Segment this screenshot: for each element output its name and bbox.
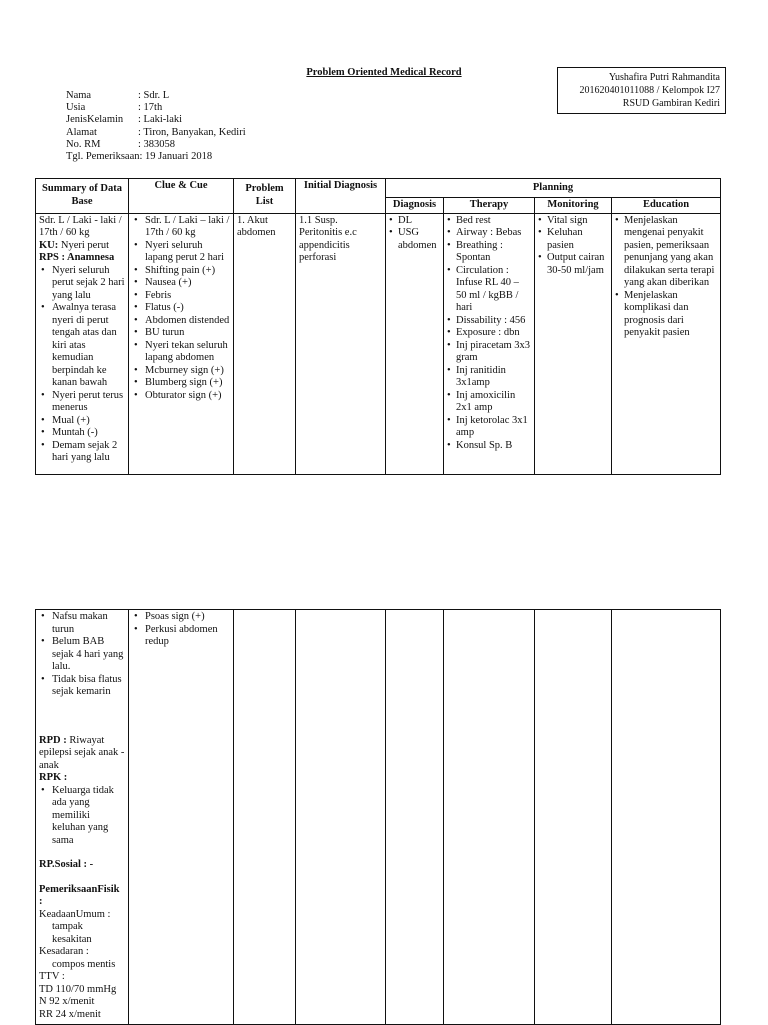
pf-line: tampak kesakitan — [52, 921, 92, 945]
pomr-table-page2 — [35, 609, 721, 1025]
rpd-label: RPD : — [39, 734, 67, 746]
pf-line: TTV : — [39, 971, 65, 982]
list-item: • Inj piracetam 3x3 gram — [447, 340, 531, 365]
summary-list — [39, 611, 125, 699]
list-item: • USG abdomen — [389, 227, 440, 252]
monitoring-cell — [535, 610, 612, 1025]
list-item: • Nyeri seluruh lapang perut 2 hari — [132, 240, 230, 265]
list-item: • Inj ranitidin 3x1amp — [447, 365, 531, 390]
header-diagnosis: Diagnosis — [386, 198, 444, 214]
list-item: • Inj amoxicilin 2x1 amp — [447, 390, 531, 415]
pf-line: Kesadaran : — [39, 946, 89, 957]
patient-label: No. RM — [66, 138, 101, 150]
list-item: • Flatus (-) — [132, 302, 230, 315]
problem-item: 1. Akut abdomen — [237, 214, 276, 238]
list-item: • Mcburney sign (+) — [132, 365, 230, 378]
clue-cell — [129, 610, 234, 1025]
initial-diagnosis-cell — [296, 610, 386, 1025]
clue-list — [132, 215, 230, 403]
monitoring-list — [538, 215, 608, 278]
list-item: • Psoas sign (+) — [132, 611, 230, 624]
author-name: Yushafira Putri Rahmandita — [608, 72, 720, 83]
diagnosis-cell — [386, 213, 444, 474]
patient-label: Tgl. Pemeriksaan — [66, 151, 140, 163]
rps-list — [39, 265, 125, 465]
pf-line: KeadaanUmum : — [39, 908, 111, 920]
ku-label: KU: — [39, 239, 59, 251]
list-item: • DL — [389, 215, 440, 228]
problem-cell — [234, 213, 296, 474]
list-item: • Nafsu makan turun — [39, 611, 125, 636]
list-item: • Nyeri tekan seluruh lapang abdomen — [132, 340, 230, 365]
list-item: • Obturator sign (+) — [132, 390, 230, 403]
author-id: 201620401011088 / Kelompok I27 — [579, 85, 720, 96]
patient-value: : 17th — [138, 102, 163, 114]
list-item: • Demam sejak 2 hari yang lalu — [39, 440, 125, 465]
record-title: Problem Oriented Medical Record — [306, 67, 462, 78]
list-item: • Exposure : dbn — [447, 327, 531, 340]
list-item: • Abdomen distended — [132, 315, 230, 328]
list-item: • Sdr. L / Laki – laki / 17th / 60 kg — [132, 215, 230, 240]
patient-value: : Sdr. L — [138, 90, 170, 101]
list-item: • Mual (+) — [39, 415, 125, 428]
ku-value: Nyeri perut — [58, 239, 109, 251]
list-item: • Febris — [132, 290, 230, 303]
patient-label: Alamat — [66, 126, 97, 138]
list-item: • Muntah (-) — [39, 427, 125, 440]
list-item: • Vital sign — [538, 215, 608, 228]
pf-line: RR 24 x/menit — [39, 1008, 101, 1020]
clue-cell — [129, 213, 234, 474]
list-item: • Tidak bisa flatus sejak kemarin — [39, 674, 125, 699]
list-item: • Perkusi abdomen redup — [132, 624, 230, 649]
list-item: • Menjelaskan komplikasi dan prognosis dari penyakit pasien — [615, 290, 717, 340]
list-item: • Belum BAB sejak 4 hari yang lalu. — [39, 636, 125, 674]
list-item: • Menjelaskan mengenai penyakit pasien, pemeriksaan penunjang yang akan dilakukan serta terapi yang akan diberikan — [615, 215, 717, 290]
rps-label: RPS : Anamnesa — [39, 252, 115, 263]
list-item: • Konsul Sp. B — [447, 440, 531, 453]
education-cell — [612, 610, 721, 1025]
initial-diagnosis-item: 1.1 Susp. Peritonitis e.c appendicitis perforasi — [299, 214, 357, 263]
author-hospital: RSUD Gambiran Kediri — [622, 98, 720, 109]
header-therapy: Therapy — [444, 198, 535, 214]
patient-value: : 383058 — [138, 138, 176, 150]
therapy-list — [447, 215, 531, 453]
header-summary: Summary of Data Base — [36, 179, 129, 214]
header-problem: Problem List — [234, 179, 296, 214]
list-item: • Shifting pain (+) — [132, 265, 230, 278]
list-item: • Keluhan pasien — [538, 227, 608, 252]
summary-cell — [36, 610, 129, 1025]
pf-label: PemeriksaanFisik : — [39, 883, 120, 907]
patient-label: Usia — [66, 102, 86, 114]
diagnosis-cell — [386, 610, 444, 1025]
header-monitoring: Monitoring — [535, 198, 612, 214]
rpk-label: RPK : — [39, 772, 68, 783]
patient-label: JenisKelamin — [66, 114, 124, 126]
list-item: • Awalnya terasa nyeri di perut tengah atas dan kiri atas kemudian berpindah ke kanan bawah — [39, 302, 125, 390]
clue-list — [132, 611, 230, 649]
patient-value: : Tiron, Banyakan, Kediri — [138, 126, 246, 138]
rpd-line — [39, 735, 125, 773]
rpk-list — [39, 785, 125, 848]
education-list — [615, 215, 717, 340]
initial-diagnosis-cell — [296, 213, 386, 474]
patient-value: : Laki-laki — [138, 114, 183, 126]
patient-label: Nama — [66, 90, 92, 101]
list-item: • BU turun — [132, 327, 230, 340]
pf-line: TD 110/70 mmHg — [39, 983, 117, 995]
list-item: • Output cairan 30-50 ml/jam — [538, 252, 608, 277]
list-item: • Keluarga tidak ada yang memiliki keluhan yang sama — [39, 785, 125, 848]
patient-info — [66, 90, 246, 163]
monitoring-cell — [535, 213, 612, 474]
list-item: • Bed rest — [447, 215, 531, 228]
list-item: • Dissability : 456 — [447, 315, 531, 328]
list-item: • Circulation : Infuse RL 40 – 50 ml / kgBB / hari — [447, 265, 531, 315]
header-clue: Clue & Cue — [129, 179, 234, 214]
education-cell — [612, 213, 721, 474]
rpd-value: Riwayat epilepsi sejak anak - anak — [39, 734, 125, 771]
list-item: • Nyeri perut terus menerus — [39, 390, 125, 415]
patient-value: : 19 Januari 2018 — [139, 151, 213, 163]
therapy-cell — [444, 213, 535, 474]
pf-line: N 92 x/menit — [39, 996, 95, 1007]
pf-line: compos mentis — [52, 958, 116, 970]
pomr-table-page1 — [35, 178, 721, 475]
rpsosial-line: RP.Sosial : - — [39, 859, 94, 870]
list-item: • Breathing : Spontan — [447, 240, 531, 265]
list-item: • Inj ketorolac 3x1 amp — [447, 415, 531, 440]
list-item: • Nyeri seluruh perut sejak 2 hari yang lalu — [39, 265, 125, 303]
therapy-cell — [444, 610, 535, 1025]
summary-intro: Sdr. L / Laki - laki / 17th / 60 kg — [39, 214, 122, 238]
list-item: • Nausea (+) — [132, 277, 230, 290]
diagnosis-list — [389, 215, 440, 253]
problem-cell — [234, 610, 296, 1025]
list-item: • Airway : Bebas — [447, 227, 531, 240]
list-item: • Blumberg sign (+) — [132, 377, 230, 390]
ku-line — [39, 240, 125, 253]
header-initial-diagnosis: Initial Diagnosis — [296, 179, 386, 214]
summary-cell — [36, 213, 129, 474]
header-education: Education — [612, 198, 721, 214]
author-box — [557, 67, 726, 114]
header-planning: Planning — [386, 179, 721, 198]
